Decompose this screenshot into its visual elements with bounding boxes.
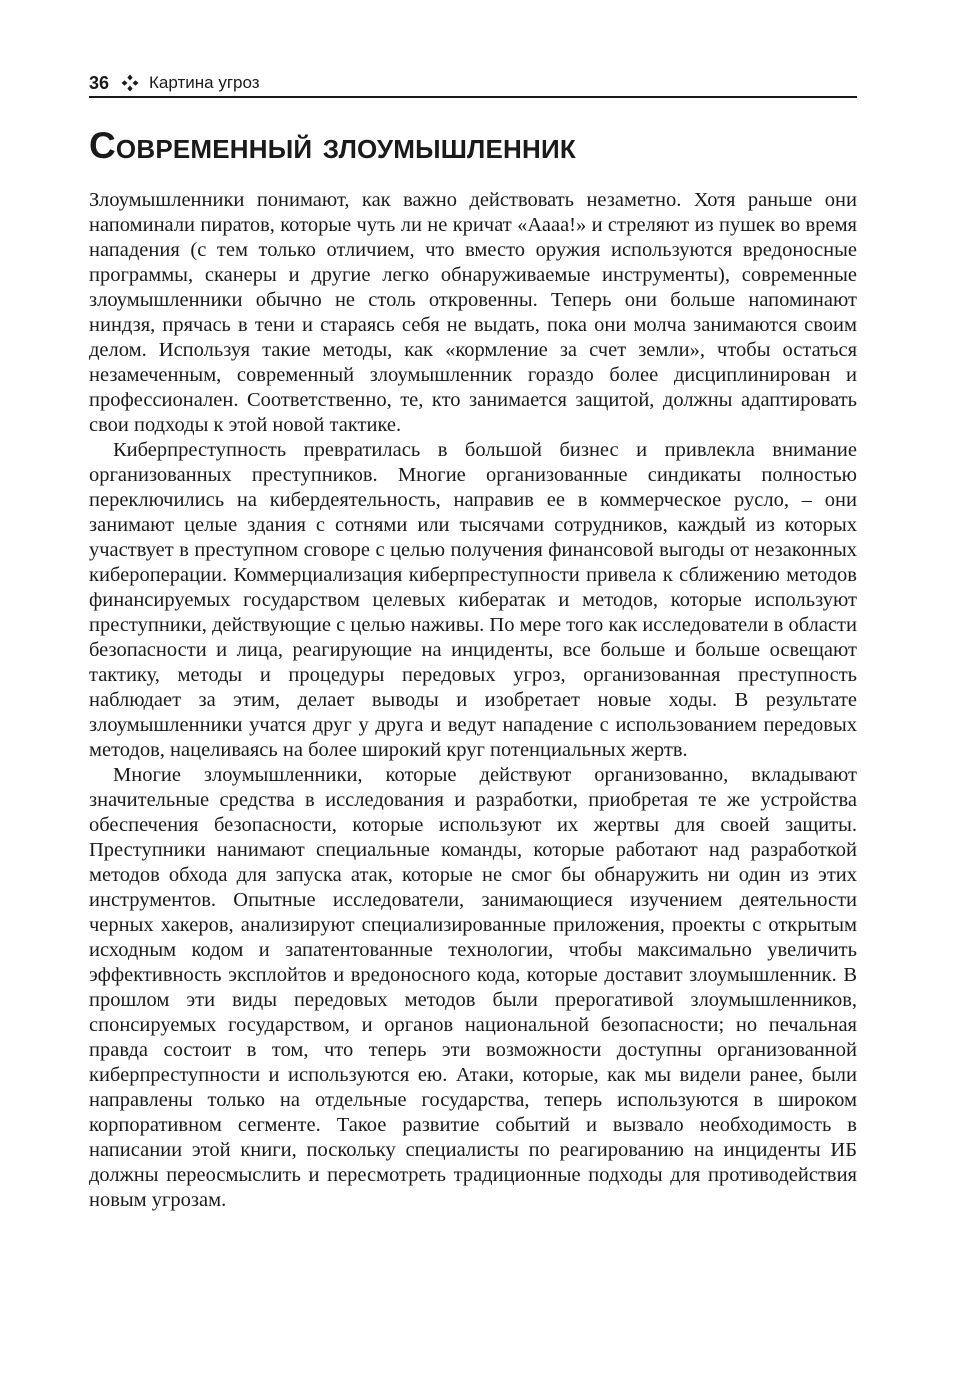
paragraph: Многие злоумышленники, которые действуют организованно, вкладывают значительные средства в исследования и разработки, приобретая те же устройства обеспечения безопасности, которые используют их жертвы для своей защиты. Преступники нанимают специальные команды, которые работают над разработкой методов обхода для запуска атак, которые не смог бы обнаружить ни один из этих инструментов. Опытные исследователи, занимающиеся изучением деятельности черных хакеров, анализируют специализированные приложения, проекты с открытым исходным кодом и запатентованные технологии, чтобы максимально увеличить эффективность эксплойтов и вредоносного кода, которые доставит злоумышленник. В прошлом эти виды передовых методов были прерогативой злоумышленников, спонсируемых государством, и органов национальной безопасности; но печальная правда состоит в том, что теперь эти возможности доступны организованной киберпреступности и используются ею. Атаки, которые, как мы видели ранее, были направлены только на отдельные государства, теперь используются в широком корпоративном сегменте. Такое развитие событий и вызвало необходимость в написании этой книги, поскольку специалисты по реагированию на инциденты ИБ должны переосмыслить и пересмотреть традиционные подходы для противодействия новым угрозам. bbox=[89, 764, 857, 1211]
header-rule bbox=[89, 96, 857, 98]
four-diamond-ornament-icon bbox=[121, 74, 139, 92]
body-text bbox=[89, 188, 857, 1213]
running-title: Картина угроз bbox=[149, 73, 260, 92]
paragraph: Киберпреступность превратилась в большой бизнес и привлекла внимание организованных преступников. Многие организованные синдикаты полностью переключились на кибердеятельность, направив ее в коммерческое русло, – они занимают целые здания с сотнями или тысячами сотрудников, каждый из которых участвует в преступном сговоре с целью получения финансовой выгоды от незаконных кибероперации. Коммерциализация киберпреступности привела к сближению методов финансируемых государством целевых кибератак и методов, которые используют преступники, действующие с целью наживы. По мере того как исследователи в области безопасности и лица, реагирующие на инциденты, все больше и больше освещают тактику, методы и процедуры передовых угроз, организованная преступность наблюдает за этим, делает выводы и изобретает новые ходы. В результате злоумышленники учатся друг у друга и ведут нападение с использованием передовых методов, нацеливаясь на более широкий круг потенциальных жертв. bbox=[89, 439, 857, 761]
running-header bbox=[89, 70, 857, 96]
section-title: Современный злоумышленник bbox=[89, 125, 576, 166]
page-number: 36 bbox=[89, 72, 110, 93]
paragraph: Злоумышленники понимают, как важно действовать незаметно. Хотя раньше они напоминали пиратов, которые чуть ли не кричат «Аааа!» и стреляют из пушек во время нападения (с тем только отличием, что вместо оружия используются вредоносные программы, сканеры и другие легко обнаруживаемые инструменты), современные злоумышленники обычно не столь откровенны. Теперь они больше напоминают ниндзя, прячась в тени и стараясь себя не выдать, пока они молча занимаются своим делом. Используя такие методы, как «кормление за счет земли», чтобы остаться незамеченным, современный злоумышленник гораздо более дисциплинирован и профессионален. Соответственно, те, кто занимается защитой, должны адаптировать свои подходы к этой новой тактике. bbox=[89, 189, 857, 436]
